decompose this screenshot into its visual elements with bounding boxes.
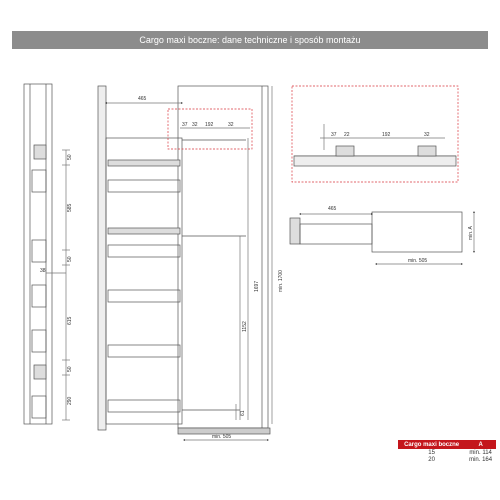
front-dim-h4: 61 bbox=[240, 410, 246, 416]
table-cell: 15 bbox=[428, 449, 435, 456]
table-header-model: Cargo maxi boczne bbox=[398, 440, 465, 449]
front-dim-depth: min. 505 bbox=[212, 434, 232, 440]
detail-dim-a: 37 bbox=[331, 132, 337, 138]
side-dim-50-top: 50 bbox=[67, 154, 73, 160]
front-dim-a: 37 bbox=[182, 122, 188, 128]
top-dim-a: min. A bbox=[468, 226, 474, 240]
side-dim-38: 38 bbox=[40, 268, 46, 274]
front-view bbox=[98, 86, 272, 440]
top-dim-depth: min. 505 bbox=[408, 258, 428, 264]
detail-dim-d: 32 bbox=[424, 132, 430, 138]
side-dim-615: 615 bbox=[67, 316, 73, 325]
page-title: Cargo maxi boczne: dane techniczne i sposób montażu bbox=[12, 31, 488, 49]
side-dim-290: 290 bbox=[67, 396, 73, 405]
detail-dim-c: 192 bbox=[382, 132, 391, 138]
spec-table bbox=[398, 440, 496, 463]
detail-view bbox=[294, 124, 456, 166]
front-dim-b: 32 bbox=[192, 122, 198, 128]
front-dim-h1: 1697 bbox=[254, 280, 260, 292]
side-dim-585: 585 bbox=[67, 203, 73, 212]
table-row bbox=[398, 456, 496, 463]
table-row bbox=[398, 449, 496, 456]
top-view bbox=[290, 212, 474, 264]
detail-dim-b: 22 bbox=[344, 132, 350, 138]
front-dim-c: 192 bbox=[205, 122, 214, 128]
front-dim-width: 465 bbox=[138, 96, 147, 102]
front-dim-d: 32 bbox=[228, 122, 234, 128]
table-header-a: A bbox=[465, 440, 496, 449]
detail-frame bbox=[292, 86, 458, 182]
side-view bbox=[24, 84, 70, 424]
front-detail-highlight bbox=[168, 109, 252, 149]
table-cell: min. 114 bbox=[469, 449, 492, 456]
top-dim-width: 465 bbox=[328, 206, 337, 212]
front-dim-h2: min. 1700 bbox=[278, 270, 284, 292]
table-cell: 20 bbox=[428, 456, 435, 463]
side-dim-50-low: 50 bbox=[67, 366, 73, 372]
table-cell: min. 164 bbox=[469, 456, 493, 463]
front-dim-h3: 1152 bbox=[242, 321, 248, 332]
side-dim-50-mid: 50 bbox=[67, 256, 73, 262]
